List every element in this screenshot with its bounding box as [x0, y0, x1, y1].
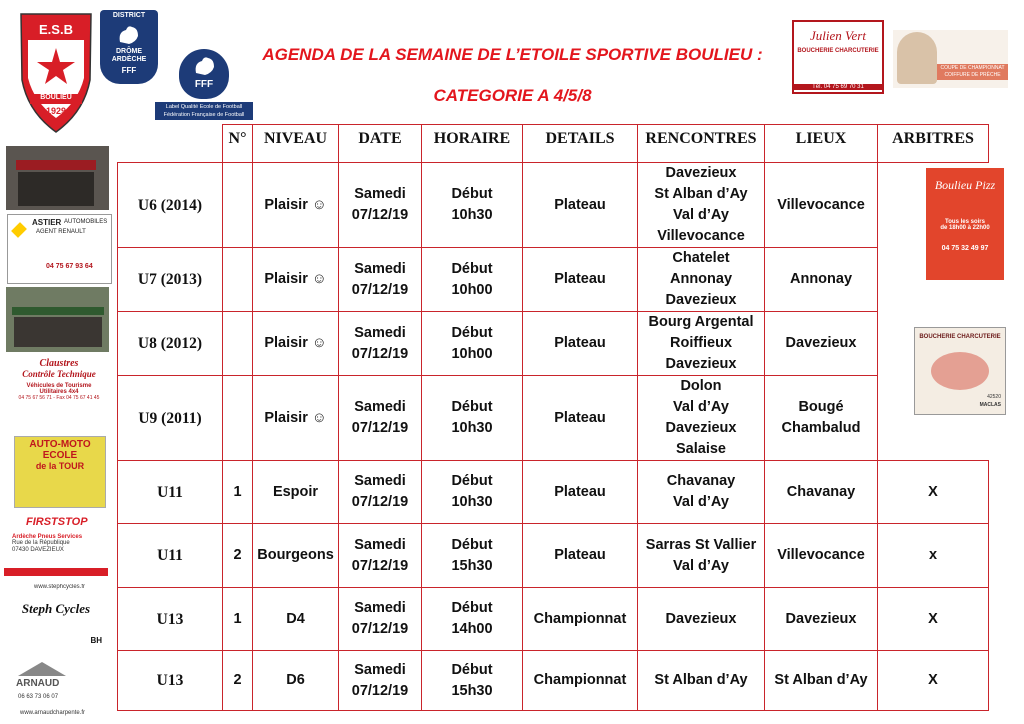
firststop-ad: [4, 514, 108, 580]
steph-brand: BH: [90, 636, 102, 645]
number-cell: 1: [223, 588, 253, 651]
details-cell: Championnat: [523, 651, 638, 711]
number-cell: 1: [223, 461, 253, 524]
lieu-name: Chavanay: [786, 483, 856, 500]
shop-window-shape: [18, 172, 94, 206]
julien-vert-line1: BOUCHERIE CHARCUTERIE: [797, 48, 879, 54]
rencontre-team: Chatelet: [672, 250, 730, 266]
fff-label-band: [155, 102, 253, 120]
rencontre-team: Davezieux: [665, 165, 737, 181]
fff-label-line1: Label Qualité Ecole de Football: [165, 104, 243, 110]
esb-logo: [18, 10, 94, 135]
arbitres-cell: [878, 376, 989, 461]
details-cell: Plateau: [523, 524, 638, 588]
lieu-name: Villevocance: [777, 196, 865, 213]
horaire-line: Début: [451, 536, 493, 553]
astier-sub: AUTOMOBILES: [64, 219, 108, 225]
horaire-line: Début: [451, 473, 493, 489]
boucherie-maclas-code: 42520: [987, 394, 1001, 400]
arnaud-name: ARNAUD: [16, 678, 60, 689]
arnaud-ad: [8, 654, 108, 720]
table-row: [118, 163, 989, 248]
date-line: Samedi: [354, 473, 406, 489]
niveau-cell: Plaisir ☺: [253, 248, 339, 312]
lieu-name: St Alban d’Ay: [774, 672, 868, 688]
lieu-name: Chambalud: [781, 420, 861, 436]
category-cell: U9 (2011): [118, 376, 223, 461]
header-cell-date: DATE: [339, 125, 422, 163]
astier-phone: 04 75 67 93 64: [46, 263, 93, 270]
header-cell-horaire: HORAIRE: [422, 125, 523, 163]
portrait-icon: [897, 32, 937, 84]
lieux-cell: [765, 312, 878, 376]
rencontre-team: Val d’Ay: [673, 494, 729, 510]
horaire-line: 10h00: [451, 281, 493, 298]
table-row: [118, 312, 989, 376]
arbitres-cell: X: [878, 461, 989, 524]
julien-vert-phone: Tél. 04 75 69 70 31: [794, 84, 882, 90]
storefront-photo-2: [6, 287, 109, 352]
horaire-cell: [422, 651, 523, 711]
lieux-cell: [765, 651, 878, 711]
horaire-line: 10h30: [451, 494, 493, 510]
horaire-line: Début: [451, 600, 493, 616]
table-row: [118, 651, 989, 711]
claustres-line4: Utilitaires 4x4: [39, 389, 79, 395]
firststop-line3: 07430 DAVEZIEUX: [12, 547, 64, 553]
coiffure-ad: [893, 30, 1008, 88]
lieux-cell: [765, 248, 878, 312]
number-cell: [223, 312, 253, 376]
arbitres-cell: [878, 248, 989, 312]
claustres-line3: Véhicules de Tourisme: [26, 383, 92, 389]
table-row: [118, 524, 989, 588]
fff-crest: [179, 49, 229, 99]
header-cell-numero: N°: [223, 125, 253, 163]
claustres-line1: Claustres: [39, 358, 79, 369]
table-row: [118, 461, 989, 524]
auto-moto-line1: AUTO-MOTO: [29, 439, 91, 450]
horaire-cell: [422, 163, 523, 248]
lieux-cell: [765, 376, 878, 461]
date-line: Samedi: [354, 324, 406, 341]
date-line: 07/12/19: [351, 420, 409, 436]
horaire-line: Début: [451, 399, 493, 415]
niveau-cell: D4: [253, 588, 339, 651]
lieux-cell: [765, 461, 878, 524]
boulieu-pizz-phone: 04 75 32 49 97: [941, 245, 989, 252]
date-cell: [339, 651, 422, 711]
niveau-cell: Espoir: [253, 461, 339, 524]
number-cell: [223, 248, 253, 312]
rencontre-team: Annonay: [669, 271, 733, 287]
date-line: Samedi: [354, 399, 406, 415]
lieux-cell: [765, 524, 878, 588]
horaire-cell: [422, 588, 523, 651]
roof-icon: [18, 662, 66, 676]
julien-vert-ad: [792, 20, 884, 94]
category-cell: U13: [118, 588, 223, 651]
agenda-table: [117, 124, 989, 711]
esb-top-text: E.S.B: [39, 22, 73, 37]
rencontre-team: Roiffieux: [669, 335, 733, 351]
category-cell: U8 (2012): [118, 312, 223, 376]
rencontre-team: Villevocance: [657, 228, 745, 244]
horaire-cell: [422, 461, 523, 524]
auto-moto-line2: ECOLE: [42, 450, 78, 461]
shop-front-shape: [14, 317, 102, 347]
number-cell: 2: [223, 524, 253, 588]
table-row: [118, 376, 989, 461]
date-line: 07/12/19: [351, 494, 409, 510]
header-cell-categorie: [118, 125, 223, 163]
rencontre-team: Val d’Ay: [673, 399, 729, 415]
rencontres-cell: [638, 651, 765, 711]
rencontres-cell: [638, 312, 765, 376]
claustres-ad: [6, 358, 112, 428]
page-subtitle: CATEGORIE A 4/5/8: [433, 86, 592, 105]
rencontre-team: St Alban d’Ay: [654, 672, 748, 688]
header-cell-lieux: LIEUX: [765, 125, 878, 163]
arbitres-cell: [878, 163, 989, 248]
district-top-text: DISTRICT: [112, 12, 146, 19]
auto-moto-line3: de la TOUR: [35, 461, 85, 471]
date-line: 07/12/19: [351, 281, 409, 298]
details-cell: Plateau: [523, 312, 638, 376]
district-logo: [100, 10, 158, 84]
lieu-name: Davezieux: [785, 610, 857, 627]
rencontre-team: St Alban d’Ay: [654, 186, 748, 202]
table-row: [118, 248, 989, 312]
rencontre-team: Salaise: [676, 441, 726, 457]
horaire-cell: [422, 312, 523, 376]
date-cell: [339, 248, 422, 312]
boulieu-pizz-line2: de 18h00 à 22h00: [940, 225, 990, 231]
horaire-line: 14h00: [451, 621, 493, 637]
date-cell: [339, 163, 422, 248]
date-cell: [339, 312, 422, 376]
niveau-cell: Plaisir ☺: [253, 163, 339, 248]
rencontre-team: Chavanay: [666, 473, 736, 489]
category-cell: U6 (2014): [118, 163, 223, 248]
rencontres-cell: [638, 524, 765, 588]
firststop-band: [4, 568, 108, 576]
arnaud-phone: 06 63 73 06 07: [18, 694, 59, 700]
rencontre-team: Davezieux: [665, 356, 737, 372]
details-cell: Plateau: [523, 248, 638, 312]
category-cell: U11: [118, 524, 223, 588]
date-line: 07/12/19: [351, 345, 409, 362]
horaire-line: 15h30: [451, 682, 493, 699]
rencontre-team: Davezieux: [665, 420, 737, 436]
lieu-name: Annonay: [789, 271, 853, 287]
date-line: 07/12/19: [351, 207, 409, 223]
fff-label-line2: Fédération Française de Football: [163, 112, 245, 118]
district-line3: FFF: [121, 66, 137, 75]
rencontres-cell: [638, 461, 765, 524]
boucherie-maclas-town: MACLAS: [979, 402, 1001, 408]
lieux-cell: [765, 163, 878, 248]
rencontre-team: Davezieux: [665, 610, 737, 627]
details-cell: Plateau: [523, 461, 638, 524]
astier-ad: [7, 214, 112, 284]
number-cell: [223, 376, 253, 461]
esb-mid-text: BOULIEU: [40, 94, 72, 101]
niveau-cell: Plaisir ☺: [253, 376, 339, 461]
category-cell: U11: [118, 461, 223, 524]
category-cell: U13: [118, 651, 223, 711]
coiffure-line2: COIFFURE DE PRÈCHE: [944, 72, 1001, 78]
fff-text: FFF: [194, 79, 214, 90]
lieu-name: Villevocance: [777, 547, 865, 563]
steph-url: www.stephcycles.fr: [34, 584, 86, 590]
rencontres-cell: [638, 248, 765, 312]
details-cell: Plateau: [523, 376, 638, 461]
lieu-name: Davezieux: [785, 335, 857, 351]
horaire-line: Début: [451, 661, 493, 678]
fff-label-logo: [155, 47, 253, 121]
boulieu-pizz-name: Boulieu Pizz: [934, 178, 996, 192]
boucherie-maclas-name: BOUCHERIE CHARCUTERIE: [919, 334, 1001, 340]
date-line: Samedi: [354, 186, 406, 202]
fff-rooster-icon: [192, 55, 216, 77]
rencontre-team: Val d’Ay: [673, 207, 729, 223]
horaire-line: Début: [451, 324, 493, 341]
arbitres-cell: X: [878, 588, 989, 651]
coiffure-line1: COUPE DE CHAMPIONNAT: [940, 65, 1005, 71]
claustres-phone: 04 75 67 56 71 - Fax 04 75 67 41 45: [18, 395, 100, 401]
arbitres-cell: [878, 312, 989, 376]
auto-moto-ecole-ad: [14, 436, 106, 508]
horaire-line: 15h30: [451, 557, 493, 574]
date-line: 07/12/19: [351, 621, 409, 637]
niveau-cell: Bourgeons: [253, 524, 339, 588]
storefront-photo-1: [6, 146, 109, 210]
date-line: Samedi: [354, 536, 406, 553]
rooster-icon: [116, 24, 142, 46]
category-cell: U7 (2013): [118, 248, 223, 312]
rencontres-cell: [638, 588, 765, 651]
boulieu-pizz-line1: Tous les soirs: [945, 219, 985, 225]
niveau-cell: Plaisir ☺: [253, 312, 339, 376]
header-cell-details: DETAILS: [523, 125, 638, 163]
shop-sign-shape: [12, 307, 104, 315]
number-cell: 2: [223, 651, 253, 711]
district-line1: DRÔME: [115, 48, 143, 55]
horaire-cell: [422, 524, 523, 588]
page-title: AGENDA DE LA SEMAINE DE L’ETOILE SPORTIVE BOULIEU :: [262, 45, 763, 64]
awning-shape: [16, 160, 96, 170]
header-cell-niveau: NIVEAU: [253, 125, 339, 163]
date-line: Samedi: [354, 600, 406, 616]
arbitres-cell: X: [878, 651, 989, 711]
rencontres-cell: [638, 163, 765, 248]
horaire-cell: [422, 376, 523, 461]
rencontre-team: Sarras St Vallier: [645, 536, 757, 553]
rencontres-cell: [638, 376, 765, 461]
arbitres-cell: x: [878, 524, 989, 588]
niveau-cell: D6: [253, 651, 339, 711]
horaire-line: 10h30: [451, 207, 493, 223]
date-cell: [339, 524, 422, 588]
rencontre-team: Davezieux: [665, 292, 737, 308]
claustres-line2: Contrôle Technique: [22, 369, 96, 379]
horaire-line: Début: [451, 186, 493, 202]
renault-logo-icon: [11, 222, 27, 238]
details-cell: Championnat: [523, 588, 638, 651]
rencontre-team: Val d’Ay: [673, 557, 729, 574]
district-line2: ARDÈCHE: [111, 56, 147, 63]
coiffure-band: [937, 64, 1008, 80]
date-line: 07/12/19: [351, 557, 409, 574]
firststop-name: FIRSTSTOP: [26, 516, 88, 528]
firststop-line1: Ardèche Pneus Services: [12, 534, 83, 540]
date-line: 07/12/19: [351, 682, 409, 699]
date-cell: [339, 588, 422, 651]
horaire-line: Début: [451, 260, 493, 277]
table-row: [118, 588, 989, 651]
lieux-cell: [765, 588, 878, 651]
lieu-name: Bougé: [798, 399, 844, 415]
julien-vert-name: Julien Vert: [810, 28, 866, 43]
rencontre-team: Bourg Argental: [648, 314, 754, 330]
astier-agent: AGENT RENAULT: [36, 229, 86, 235]
date-line: Samedi: [354, 661, 406, 678]
steph-name: Steph Cycles: [21, 601, 91, 616]
header-row: [118, 125, 989, 163]
header-cell-rencontres: RENCONTRES: [638, 125, 765, 163]
esb-year-text: 1929: [45, 106, 67, 116]
details-cell: Plateau: [523, 163, 638, 248]
horaire-line: 10h30: [451, 420, 493, 436]
date-line: Samedi: [354, 260, 406, 277]
horaire-line: 10h00: [451, 345, 493, 362]
arnaud-url: www.arnaudcharpente.fr: [20, 710, 86, 716]
header-cell-arbitres: ARBITRES: [878, 125, 989, 163]
horaire-cell: [422, 248, 523, 312]
rencontre-team: Dolon: [680, 378, 722, 394]
date-cell: [339, 376, 422, 461]
astier-name: ASTIER: [32, 218, 62, 227]
steph-cycles-ad: [6, 584, 106, 650]
firststop-line2: Rue de la République: [12, 540, 70, 546]
number-cell: [223, 163, 253, 248]
date-cell: [339, 461, 422, 524]
